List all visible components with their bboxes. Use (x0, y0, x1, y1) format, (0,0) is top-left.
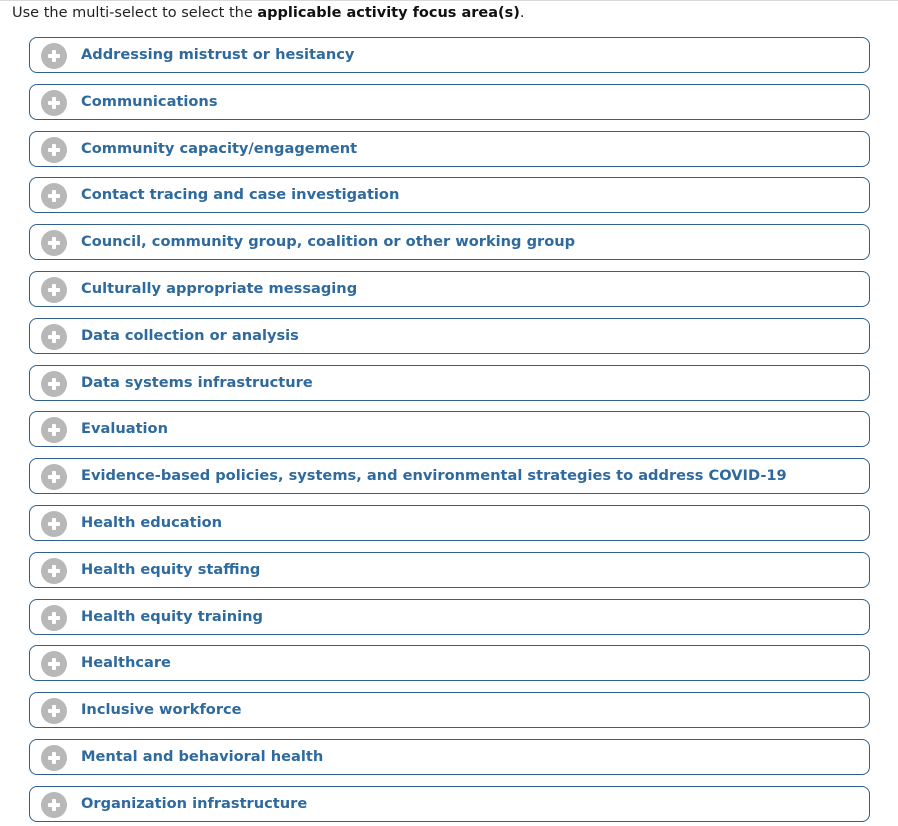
instruction-text (12, 3, 525, 23)
option-community-capacity[interactable] (29, 131, 870, 167)
plus-circle-icon[interactable] (41, 90, 67, 116)
option-label: Addressing mistrust or hesitancy (81, 46, 355, 63)
option-label: Health education (81, 513, 223, 531)
option-label: Mental and behavioral health (81, 747, 324, 765)
option-culturally-appropriate-messaging[interactable] (29, 271, 870, 307)
plus-circle-icon[interactable] (41, 137, 67, 163)
option-label: Health equity staffing (81, 560, 261, 578)
option-organization-infrastructure[interactable] (29, 786, 870, 822)
option-evidence-based-policies[interactable] (29, 458, 870, 494)
option-addressing-mistrust[interactable] (29, 37, 870, 73)
option-mental-behavioral-health[interactable] (29, 739, 870, 775)
plus-circle-icon[interactable] (41, 371, 67, 397)
option-label: Evaluation (81, 420, 168, 438)
plus-circle-icon[interactable] (41, 43, 67, 69)
option-health-equity-staffing[interactable] (29, 552, 870, 588)
option-label: Organization infrastructure (81, 794, 308, 812)
plus-circle-icon[interactable] (41, 183, 67, 209)
instruction-emphasis: applicable activity focus area(s) (257, 5, 520, 21)
plus-circle-icon[interactable] (41, 698, 67, 724)
option-label: Data systems infrastructure (81, 373, 313, 391)
plus-circle-icon[interactable] (41, 464, 67, 490)
plus-circle-icon[interactable] (41, 651, 67, 677)
focus-area-options (29, 37, 870, 826)
plus-circle-icon[interactable] (41, 417, 67, 443)
plus-circle-icon[interactable] (41, 605, 67, 631)
option-council-community-group[interactable] (29, 224, 870, 260)
option-label: Data collection or analysis (81, 326, 299, 344)
option-evaluation[interactable] (29, 411, 870, 447)
option-inclusive-workforce[interactable] (29, 692, 870, 728)
option-contact-tracing[interactable] (29, 177, 870, 213)
option-label: Community capacity/engagement (81, 139, 358, 157)
plus-circle-icon[interactable] (41, 511, 67, 537)
option-label: Health equity training (81, 607, 263, 625)
option-label: Communications (81, 92, 218, 110)
option-label: Healthcare (81, 654, 171, 672)
option-label: Contact tracing and case investigation (81, 186, 400, 204)
plus-circle-icon[interactable] (41, 277, 67, 303)
plus-circle-icon[interactable] (41, 792, 67, 818)
plus-circle-icon[interactable] (41, 558, 67, 584)
option-healthcare[interactable] (29, 645, 870, 681)
option-health-education[interactable] (29, 505, 870, 541)
plus-circle-icon[interactable] (41, 324, 67, 350)
option-label: Culturally appropriate messaging (81, 279, 358, 297)
option-health-equity-training[interactable] (29, 599, 870, 635)
instruction-suffix: . (519, 5, 525, 21)
option-data-collection[interactable] (29, 318, 870, 354)
option-data-systems[interactable] (29, 365, 870, 401)
plus-circle-icon[interactable] (41, 230, 67, 256)
plus-circle-icon[interactable] (41, 745, 67, 771)
option-communications[interactable] (29, 84, 870, 120)
option-label: Inclusive workforce (81, 701, 242, 719)
instruction-prefix: Use the multi-select to select the (12, 5, 258, 21)
option-label: Council, community group, coalition or other working group (81, 233, 576, 251)
option-label: Evidence-based policies, systems, and environmental strategies to address COVID-19 (81, 467, 787, 485)
